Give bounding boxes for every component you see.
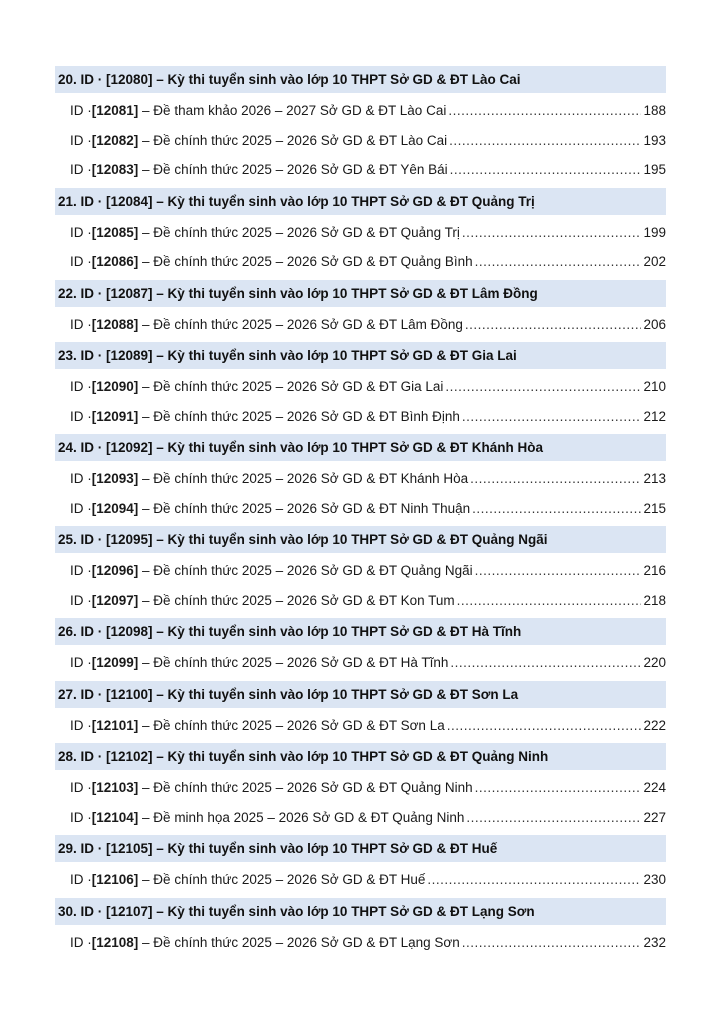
entry-title: – Đề chính thức 2025 – 2026 Sở GD & ĐT Khánh Hòa bbox=[138, 471, 469, 486]
dot-leader bbox=[466, 803, 641, 833]
toc-section bbox=[55, 434, 666, 523]
dot-leader bbox=[457, 586, 642, 616]
toc-entry[interactable] bbox=[55, 218, 666, 248]
entry-id-open-bracket: [ bbox=[91, 254, 97, 269]
page-number: 222 bbox=[643, 717, 666, 733]
entry-id: 12081 bbox=[96, 103, 134, 118]
page-number: 215 bbox=[643, 500, 666, 516]
page-number: 206 bbox=[643, 316, 666, 332]
entry-id-open-bracket: [ bbox=[91, 224, 97, 240]
dot-leader bbox=[470, 464, 641, 494]
entry-prefix: ID · bbox=[70, 872, 92, 887]
entry-prefix: ID · bbox=[70, 471, 92, 486]
entry-prefix: ID · bbox=[70, 254, 92, 269]
entry-id-close-bracket: ] bbox=[133, 563, 139, 578]
entry-prefix: ID · bbox=[70, 809, 92, 825]
entry-id: 12093 bbox=[96, 471, 134, 486]
entry-id-open-bracket: [ bbox=[91, 132, 97, 148]
entry-id-close-bracket: ] bbox=[133, 254, 139, 269]
page-number: 202 bbox=[643, 254, 666, 269]
dot-leader bbox=[475, 247, 642, 277]
page-number: 216 bbox=[643, 563, 666, 578]
entry-prefix: ID · bbox=[70, 655, 92, 670]
dot-leader bbox=[462, 928, 642, 958]
entry-title: – Đề chính thức 2025 – 2026 Sở GD & ĐT Sơn La bbox=[138, 717, 445, 733]
entry-id-close-bracket: ] bbox=[133, 408, 139, 424]
entry-id-close-bracket: ] bbox=[133, 934, 139, 950]
entry-title: – Đề chính thức 2025 – 2026 Sở GD & ĐT Quảng Ninh bbox=[138, 780, 473, 795]
toc-entry[interactable] bbox=[55, 928, 666, 958]
toc-entry[interactable] bbox=[55, 494, 666, 524]
toc-entry[interactable] bbox=[55, 648, 666, 678]
toc-section bbox=[55, 280, 666, 340]
toc-entry[interactable] bbox=[55, 464, 666, 494]
toc-entry[interactable] bbox=[55, 586, 666, 616]
entry-title: – Đề chính thức 2025 – 2026 Sở GD & ĐT Quảng Ngãi bbox=[138, 563, 473, 578]
entry-id: 12085 bbox=[96, 224, 134, 240]
entry-id: 12088 bbox=[96, 316, 134, 332]
dot-leader bbox=[462, 402, 642, 432]
page-number: 218 bbox=[643, 592, 666, 608]
toc-section bbox=[55, 188, 666, 277]
section-heading[interactable]: 26. ID · [12098] – Kỳ thi tuyển sinh vào lớp 10 THPT Sở GD & ĐT Hà Tĩnh bbox=[55, 618, 666, 645]
page-number: 224 bbox=[643, 780, 666, 795]
entry-id-open-bracket: [ bbox=[91, 563, 97, 578]
page-number: 210 bbox=[643, 379, 666, 394]
entry-id-open-bracket: [ bbox=[91, 471, 97, 486]
entry-title: – Đề minh họa 2025 – 2026 Sở GD & ĐT Quảng Ninh bbox=[138, 809, 465, 825]
dot-leader bbox=[427, 865, 641, 895]
entry-id-open-bracket: [ bbox=[91, 103, 97, 118]
page-number: 227 bbox=[643, 809, 666, 825]
entry-title: – Đề chính thức 2025 – 2026 Sở GD & ĐT Kon Tum bbox=[138, 592, 455, 608]
entry-prefix: ID · bbox=[70, 563, 92, 578]
toc-entry[interactable] bbox=[55, 155, 666, 185]
toc-section bbox=[55, 898, 666, 958]
entry-id-open-bracket: [ bbox=[91, 500, 97, 516]
page-number: 195 bbox=[643, 162, 666, 177]
dot-leader bbox=[448, 96, 641, 126]
entry-id: 12086 bbox=[96, 254, 134, 269]
toc-entry[interactable] bbox=[55, 711, 666, 741]
dot-leader bbox=[462, 218, 642, 248]
page-number: 232 bbox=[643, 934, 666, 950]
entry-id: 12096 bbox=[96, 563, 134, 578]
entry-id-open-bracket: [ bbox=[91, 655, 97, 670]
entry-id-open-bracket: [ bbox=[91, 162, 97, 177]
entry-id-open-bracket: [ bbox=[91, 872, 97, 887]
entry-title: – Đề chính thức 2025 – 2026 Sở GD & ĐT Quảng Bình bbox=[138, 254, 473, 269]
entry-id: 12104 bbox=[96, 809, 134, 825]
entry-id-open-bracket: [ bbox=[91, 934, 97, 950]
toc-section bbox=[55, 342, 666, 431]
page-number: 193 bbox=[643, 132, 666, 148]
section-heading[interactable]: 22. ID · [12087] – Kỳ thi tuyển sinh vào lớp 10 THPT Sở GD & ĐT Lâm Đồng bbox=[55, 280, 666, 307]
page-number: 212 bbox=[643, 408, 666, 424]
entry-title: – Đề chính thức 2025 – 2026 Sở GD & ĐT Gia Lai bbox=[138, 379, 444, 394]
toc-entry[interactable] bbox=[55, 556, 666, 586]
table-of-contents bbox=[55, 66, 666, 957]
entry-prefix: ID · bbox=[70, 780, 92, 795]
toc-section bbox=[55, 618, 666, 678]
entry-id-close-bracket: ] bbox=[133, 872, 139, 887]
section-heading[interactable]: 28. ID · [12102] – Kỳ thi tuyển sinh vào lớp 10 THPT Sở GD & ĐT Quảng Ninh bbox=[55, 743, 666, 770]
entry-id-close-bracket: ] bbox=[133, 780, 139, 795]
entry-id: 12082 bbox=[96, 132, 134, 148]
entry-id: 12083 bbox=[96, 162, 134, 177]
section-heading[interactable]: 29. ID · [12105] – Kỳ thi tuyển sinh vào lớp 10 THPT Sở GD & ĐT Huế bbox=[55, 835, 666, 862]
entry-prefix: ID · bbox=[70, 379, 92, 394]
entry-id-close-bracket: ] bbox=[133, 809, 139, 825]
page-number: 220 bbox=[643, 655, 666, 670]
toc-entry[interactable] bbox=[55, 247, 666, 277]
toc-entry[interactable] bbox=[55, 310, 666, 340]
toc-entry[interactable] bbox=[55, 773, 666, 803]
entry-title: – Đề chính thức 2025 – 2026 Sở GD & ĐT Lào Cai bbox=[138, 132, 448, 148]
entry-id-close-bracket: ] bbox=[133, 103, 139, 118]
dot-leader bbox=[449, 126, 641, 156]
page-number: 213 bbox=[643, 471, 666, 486]
entry-title: – Đề chính thức 2025 – 2026 Sở GD & ĐT Ninh Thuận bbox=[138, 500, 471, 516]
toc-section bbox=[55, 835, 666, 895]
entry-id-close-bracket: ] bbox=[133, 500, 139, 516]
toc-section bbox=[55, 743, 666, 832]
entry-id: 12103 bbox=[96, 780, 134, 795]
section-heading[interactable]: 23. ID · [12089] – Kỳ thi tuyển sinh vào lớp 10 THPT Sở GD & ĐT Gia Lai bbox=[55, 342, 666, 369]
dot-leader bbox=[475, 556, 642, 586]
entry-id-close-bracket: ] bbox=[133, 224, 139, 240]
dot-leader bbox=[472, 494, 641, 524]
entry-prefix: ID · bbox=[70, 717, 92, 733]
page-number: 188 bbox=[643, 103, 666, 118]
entry-id-close-bracket: ] bbox=[133, 162, 139, 177]
entry-id-close-bracket: ] bbox=[133, 592, 139, 608]
entry-prefix: ID · bbox=[70, 934, 92, 950]
entry-id: 12106 bbox=[96, 872, 134, 887]
entry-id-close-bracket: ] bbox=[133, 316, 139, 332]
entry-prefix: ID · bbox=[70, 316, 92, 332]
section-heading[interactable]: 30. ID · [12107] – Kỳ thi tuyển sinh vào lớp 10 THPT Sở GD & ĐT Lạng Sơn bbox=[55, 898, 666, 925]
entry-id: 12090 bbox=[96, 379, 134, 394]
entry-title: – Đề tham khảo 2026 – 2027 Sở GD & ĐT Lào Cai bbox=[138, 103, 447, 118]
entry-id: 12094 bbox=[96, 500, 134, 516]
entry-title: – Đề chính thức 2025 – 2026 Sở GD & ĐT Bình Định bbox=[138, 408, 460, 424]
entry-id-open-bracket: [ bbox=[91, 592, 97, 608]
entry-id-close-bracket: ] bbox=[133, 379, 139, 394]
entry-title: – Đề chính thức 2025 – 2026 Sở GD & ĐT Lâm Đồng bbox=[138, 316, 463, 332]
section-heading[interactable]: 20. ID · [12080] – Kỳ thi tuyển sinh vào lớp 10 THPT Sở GD & ĐT Lào Cai bbox=[55, 66, 666, 93]
toc-entry[interactable] bbox=[55, 372, 666, 402]
section-heading[interactable]: 25. ID · [12095] – Kỳ thi tuyển sinh vào lớp 10 THPT Sở GD & ĐT Quảng Ngãi bbox=[55, 526, 666, 553]
dot-leader bbox=[450, 155, 642, 185]
entry-title: – Đề chính thức 2025 – 2026 Sở GD & ĐT Huế bbox=[138, 872, 426, 887]
entry-id: 12108 bbox=[96, 934, 134, 950]
entry-id-open-bracket: [ bbox=[91, 809, 97, 825]
entry-id-close-bracket: ] bbox=[133, 717, 139, 733]
dot-leader bbox=[450, 648, 641, 678]
entry-title: – Đề chính thức 2025 – 2026 Sở GD & ĐT Yên Bái bbox=[138, 162, 448, 177]
dot-leader bbox=[445, 372, 641, 402]
entry-id: 12097 bbox=[96, 592, 134, 608]
entry-id-open-bracket: [ bbox=[91, 408, 97, 424]
entry-id-open-bracket: [ bbox=[91, 780, 97, 795]
entry-id: 12091 bbox=[96, 408, 134, 424]
entry-prefix: ID · bbox=[70, 500, 92, 516]
entry-title: – Đề chính thức 2025 – 2026 Sở GD & ĐT Quảng Trị bbox=[138, 224, 460, 240]
entry-prefix: ID · bbox=[70, 103, 92, 118]
section-heading[interactable]: 27. ID · [12100] – Kỳ thi tuyển sinh vào lớp 10 THPT Sở GD & ĐT Sơn La bbox=[55, 681, 666, 708]
entry-id: 12101 bbox=[96, 717, 134, 733]
toc-entry[interactable] bbox=[55, 803, 666, 833]
page-number: 199 bbox=[643, 224, 666, 240]
entry-id-open-bracket: [ bbox=[91, 316, 97, 332]
entry-prefix: ID · bbox=[70, 408, 92, 424]
entry-prefix: ID · bbox=[70, 162, 92, 177]
entry-id-open-bracket: [ bbox=[91, 717, 97, 733]
entry-prefix: ID · bbox=[70, 592, 92, 608]
entry-prefix: ID · bbox=[70, 224, 92, 240]
toc-entry[interactable] bbox=[55, 865, 666, 895]
page-number: 230 bbox=[643, 872, 666, 887]
section-heading[interactable]: 21. ID · [12084] – Kỳ thi tuyển sinh vào lớp 10 THPT Sở GD & ĐT Quảng Trị bbox=[55, 188, 666, 215]
dot-leader bbox=[447, 711, 642, 741]
entry-id-close-bracket: ] bbox=[133, 132, 139, 148]
toc-section bbox=[55, 681, 666, 741]
entry-id-close-bracket: ] bbox=[133, 655, 139, 670]
dot-leader bbox=[465, 310, 642, 340]
dot-leader bbox=[475, 773, 642, 803]
entry-id-close-bracket: ] bbox=[133, 471, 139, 486]
toc-section bbox=[55, 526, 666, 615]
entry-prefix: ID · bbox=[70, 132, 92, 148]
entry-title: – Đề chính thức 2025 – 2026 Sở GD & ĐT Hà Tĩnh bbox=[138, 655, 449, 670]
entry-id-open-bracket: [ bbox=[91, 379, 97, 394]
entry-id: 12099 bbox=[96, 655, 134, 670]
toc-entry[interactable] bbox=[55, 402, 666, 432]
toc-entry[interactable] bbox=[55, 96, 666, 126]
toc-entry[interactable] bbox=[55, 126, 666, 156]
toc-section bbox=[55, 66, 666, 185]
entry-title: – Đề chính thức 2025 – 2026 Sở GD & ĐT Lạng Sơn bbox=[138, 934, 460, 950]
section-heading[interactable]: 24. ID · [12092] – Kỳ thi tuyển sinh vào lớp 10 THPT Sở GD & ĐT Khánh Hòa bbox=[55, 434, 666, 461]
